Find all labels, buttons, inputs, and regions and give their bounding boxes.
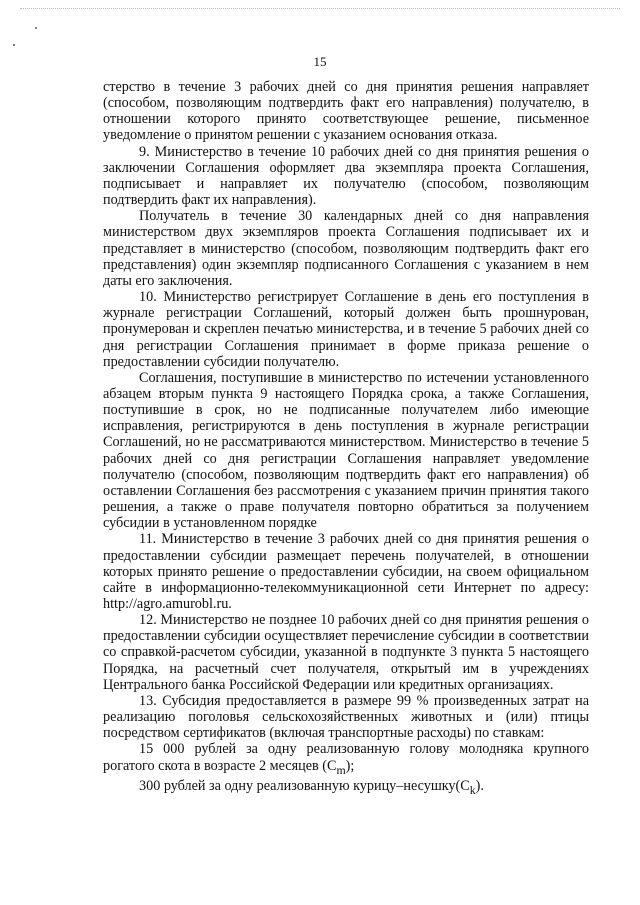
rate-cattle-tail: ); xyxy=(345,757,355,774)
rate-cattle-subscript: m xyxy=(336,762,346,777)
paragraph-item-9-second: Получатель в течение 30 календарных дней со дня направления министерством двух экземпляров проекта Соглашения подписывает их и представляет в министерство (способом, позволяющим подтвердить факт его представления) один экземпляр подписанного Соглашения с указанием в нем даты его заключения. xyxy=(103,208,589,289)
rate-hen-text: 300 рублей за одну реализованную курицу–несушку( xyxy=(139,777,461,794)
rate-cattle-symbol: C xyxy=(326,757,337,774)
paragraph-continuation: стерство в течение 3 рабочих дней со дня принятия решения направляет (способом, позволяющим подтвердить факт его направления) получателю, в отношении которого принято соответствующее решение, письменное уведомление о принятом решении с указанием основания отказа. xyxy=(103,79,589,144)
paragraph-item-12: 12. Министерство не позднее 10 рабочих дней со дня принятия решения о предоставлении субсидии осуществляет перечисление субсидии в соответствии со справкой-расчетом субсидии, указанной в подпункте 3 пункта 5 настоящего Порядка, на расчетный счет получателя, открытый им в учреждениях Центрального банка Российской Федерации или кредитных организациях. xyxy=(103,612,589,693)
paragraph-item-13: 13. Субсидия предоставляется в размере 99 % произведенных затрат на реализацию поголовья сельскохозяйственных животных и (или) птицы посредством сертификатов (включая транспортные расходы) по ставкам: xyxy=(103,692,589,742)
paragraph-rate-cattle xyxy=(103,741,589,777)
rate-hen-subscript: k xyxy=(469,782,476,797)
paragraph-item-10: 10. Министерство регистрирует Соглашение в день его поступления в журнале регистрации Соглашений, который должен быть прошнурован, пронумерован и скреплен печатью министерства, и в течение 5 рабочих дней со дня регистрации Соглашения принимает в форме приказа решение о предоставлении субсидии получателю. xyxy=(103,289,589,370)
scan-top-edge xyxy=(20,8,620,10)
scan-speck xyxy=(13,44,15,46)
paragraph-item-10-second: Соглашения, поступившие в министерство по истечении установленного абзацем вторым пункта 9 настоящего Порядка срока, а также Соглашения, поступившие в срок, но не подписанные получателем либо имеющие исправления, регистрируются в день поступления в журнале регистрации Соглашений, но не рассматриваются министерством. Министерство в течение 5 рабочих дней со дня регистрации Соглашения направляет уведомление получателю (способом, позволяющим подтвердить факт его направления) об оставлении Соглашения без рассмотрения с указанием причин принятия такого решения, а также о праве получателя повторно обратиться за получением субсидии в установленном порядке xyxy=(103,369,589,532)
document-body xyxy=(103,79,589,798)
scan-speck xyxy=(35,27,37,29)
page-number: 15 xyxy=(313,54,327,69)
paragraph-item-9: 9. Министерство в течение 10 рабочих дней со дня принятия решения о заключении Соглашения оформляет два экземпляра проекта Соглашения, подписывает и направляет их получателю (способом, позволяющим подтвердить факт их направления). xyxy=(103,143,589,209)
paragraph-rate-hen xyxy=(103,778,589,798)
rate-cattle-text: 15 000 рублей за одну реализованную голову молодняка крупного рогатого скота в возрасте 2 месяцев ( xyxy=(103,741,589,774)
rate-hen-tail: ). xyxy=(475,777,484,794)
rate-hen-symbol: C xyxy=(460,777,470,794)
paragraph-item-11: 11. Министерство в течение 3 рабочих дней со дня принятия решения о предоставлении субсидии размещает перечень получателей, в отношении которых принято решение о предоставлении субсидии, на своем официальном сайте в информационно-телекоммуникационной сети Интернет по адресу: http://agro.amurobl.ru. xyxy=(103,531,589,612)
